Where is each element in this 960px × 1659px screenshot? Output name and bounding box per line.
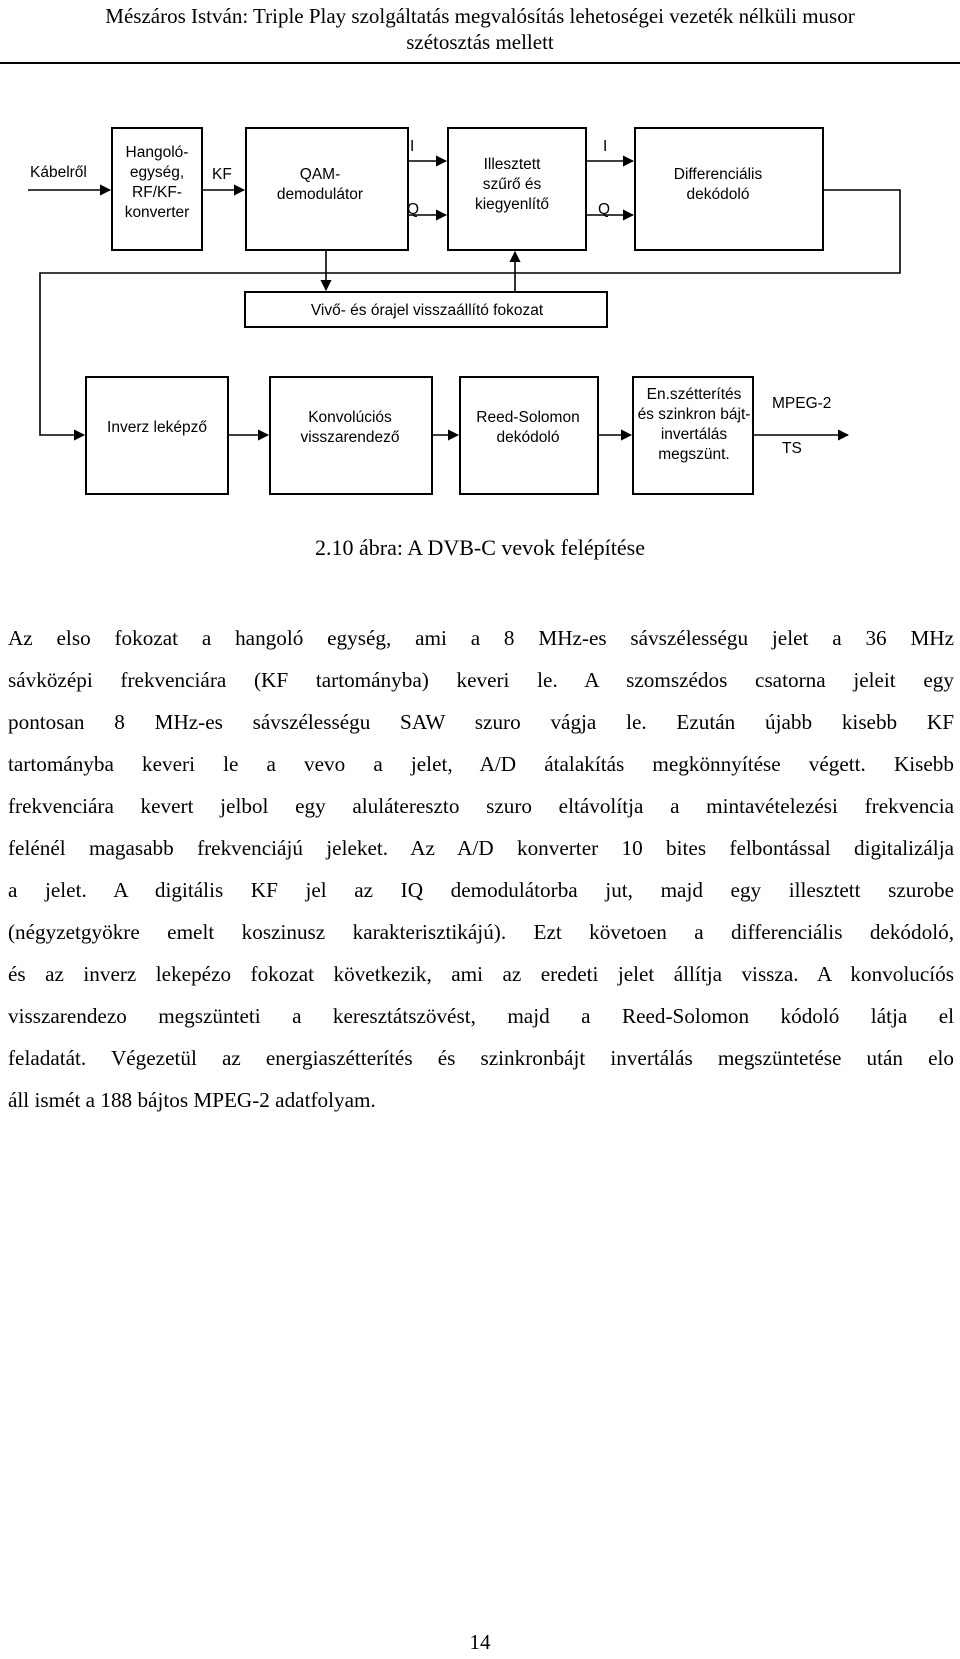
tuner-line-3: RF/KF- — [132, 184, 182, 201]
header-line-1: Mészáros István: Triple Play szolgáltatás megvalósítás lehetoségei vezeték nélküli musor — [105, 4, 855, 28]
tuner-line-2: egység, — [129, 164, 185, 181]
energy-line-1: En.szétterítés — [646, 386, 742, 403]
q-label-2: Q — [598, 201, 611, 218]
kf-label: KF — [212, 166, 232, 183]
filter-line-2: szűrő és — [482, 176, 542, 193]
energy-line-3: invertálás — [660, 426, 728, 443]
qam-line-1: QAM- — [299, 166, 341, 183]
diff-line-1: Differenciális — [673, 166, 763, 183]
body-line: a jelet. A digitális KF jel az IQ demodulátorba jut, majd egy illesztett szurobe — [8, 878, 954, 902]
rs-line-1: Reed-Solomon — [476, 409, 580, 426]
page-header — [0, 0, 960, 64]
energy-line-4: megszünt. — [658, 446, 730, 463]
body-line: frekvenciára kevert jelbol egy aluláteresztо szuro eltávolítja a mintavételezési frekvencia — [8, 794, 954, 818]
filter-line-1: Illesztett — [483, 156, 541, 173]
qam-line-2: demodulátor — [276, 186, 364, 203]
recovery-label: Vivő- és órajel visszaállító fokozat — [310, 302, 544, 319]
body-line: pontosan 8 MHz-es sávszélességu SAW szuro vágja le. Ezután újabb kisebb KF — [8, 710, 954, 734]
body-line: tartományba keveri le a vevo a jelet, A/D átalakítás megkönnyítése végett. Kisebb — [8, 752, 954, 776]
q-label-1: Q — [407, 201, 420, 218]
filter-line-3: kiegyenlítő — [474, 196, 550, 213]
body-line: felénél magasabb frekvenciájú jeleket. Az A/D konverter 10 bites felbontással digitalizálja — [8, 836, 954, 860]
tuner-line-4: konverter — [124, 204, 190, 221]
input-label: Kábelről — [30, 164, 87, 181]
body-line: Az elso fokozat a hangoló egység, ami a 8 MHz-es sávszélességu jelet a 36 MHz — [8, 626, 954, 650]
page-number: 14 — [469, 1630, 491, 1654]
ts-label: TS — [782, 440, 802, 457]
body-line: sávközépi frekvenciára (KF tartományba) keveri le. A szomszédos csatorna jeleit egy — [8, 668, 954, 692]
rs-line-2: dekódoló — [496, 429, 560, 446]
diff-line-2: dekódoló — [686, 186, 750, 203]
body-paragraph — [8, 617, 954, 1121]
tuner-line-1: Hangoló- — [125, 144, 189, 161]
header-line-2: szétosztás mellett — [406, 30, 554, 54]
conv-line-1: Konvolúciós — [308, 409, 392, 426]
i-label-2: I — [603, 138, 608, 155]
body-line: feladatát. Végezetül az energiaszétterítés és szinkronbájt invertálás megszüntetése után elo — [8, 1046, 954, 1070]
i-label-1: I — [410, 138, 415, 155]
mpeg-label: MPEG-2 — [772, 395, 832, 412]
figure-caption: 2.10 ábra: A DVB-C vevok felépítése — [315, 535, 645, 560]
conv-line-2: visszarendező — [300, 429, 400, 446]
body-line: visszarendezo megszünteti a keresztátszövést, majd a Reed-Solomon kódoló látja el — [8, 1004, 954, 1028]
inverse-mapper-label: Inverz leképző — [107, 419, 207, 436]
body-line: és az inverz lekepézo fokozat következik, ami az eredeti jelet állítja vissza. A konvolucíós — [8, 962, 954, 986]
body-line: áll ismét a 188 bájtos MPEG-2 adatfolyam. — [8, 1088, 376, 1112]
energy-line-2: és szinkron bájt- — [637, 406, 751, 423]
dvb-c-block-diagram — [0, 95, 960, 525]
body-line: (négyzetgyökre emelt koszinusz karakterisztikájú). Ezt követoen a differenciális dekódoló, — [8, 920, 954, 944]
